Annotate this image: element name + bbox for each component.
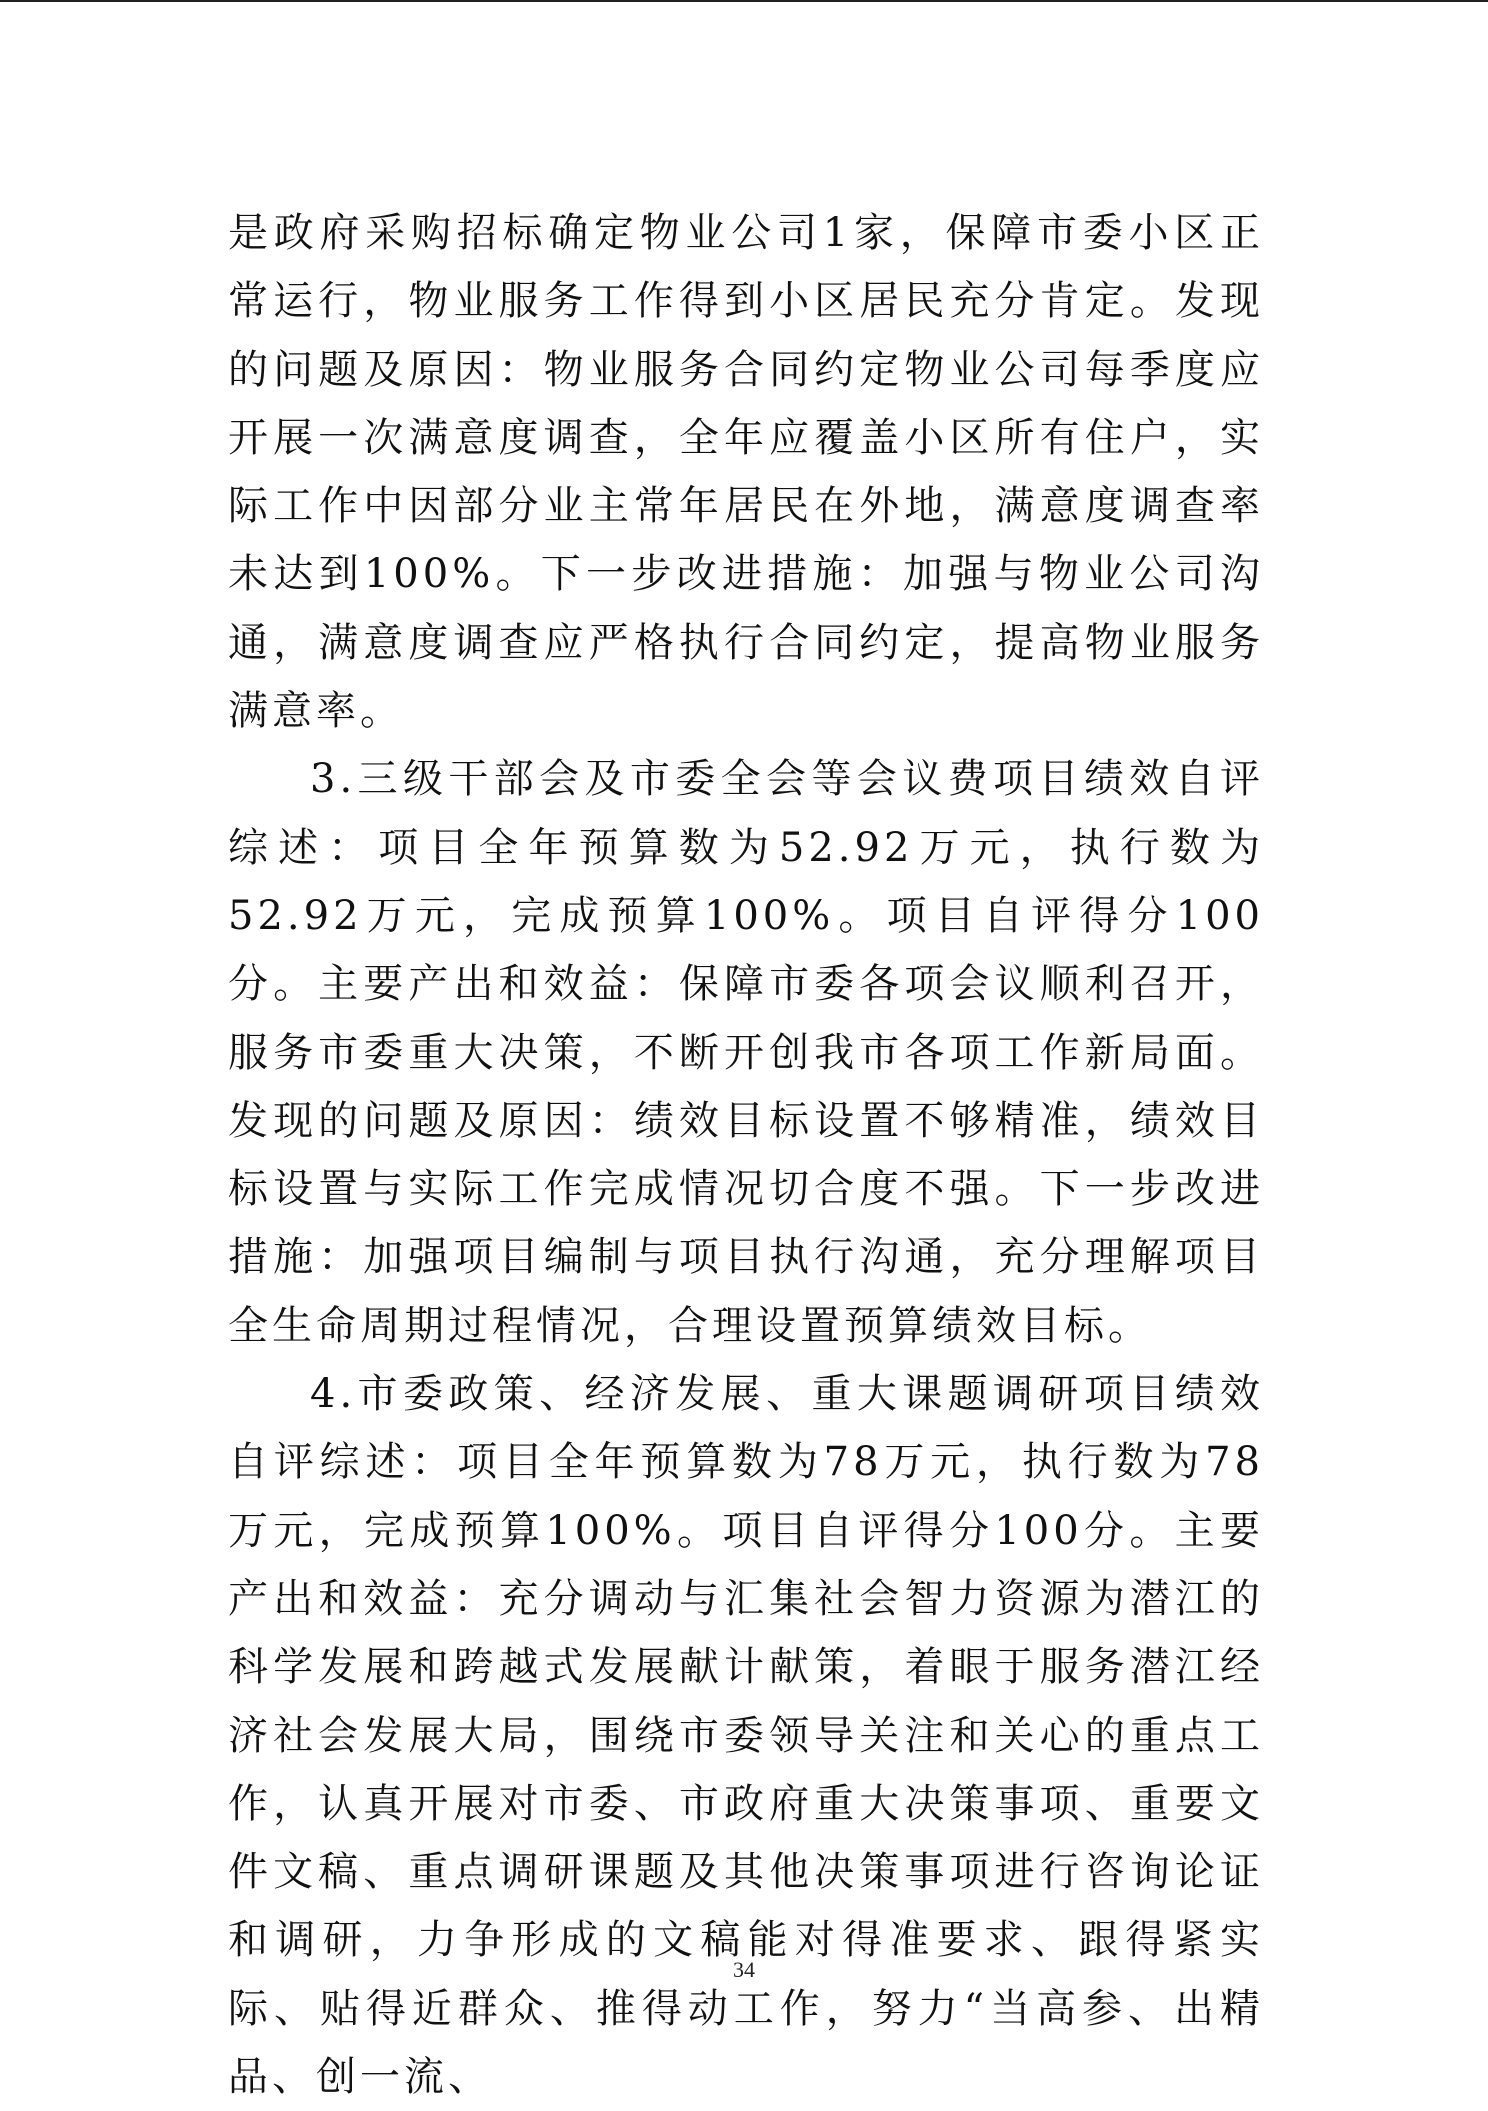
paragraph-research-project: 4.市委政策、经济发展、重大课题调研项目绩效自评综述：项目全年预算数为78万元，执行数为78万元，完成预算100%。项目自评得分100分。主要产出和效益：充分调动与汇集社会智力资源为潜江的科学发展和跨越式发展献计献策，着眼于服务潜江经济社会发展大局，围绕市委领导关注和关心的重点工作，认真开展对市委、市政府重大决策事项、重要文件文稿、重点调研课题及其他决策事项进行咨询论证和调研，力争形成的文稿能对得准要求、跟得紧实际、贴得近群众、推得动工作，努力“当高参、出精品、创一流、 xyxy=(228,1371,1264,2101)
document-body xyxy=(228,199,1264,2111)
paragraph-property-service: 是政府采购招标确定物业公司1家，保障市委小区正常运行，物业服务工作得到小区居民充分肯定。发现的问题及原因：物业服务合同约定物业公司每季度应开展一次满意度调查，全年应覆盖小区所有住户，实际工作中因部分业主常年居民在外地，满意度调查率未达到100%。下一步改进措施：加强与物业公司沟通，满意度调查应严格执行合同约定，提高物业服务满意率。 xyxy=(228,210,1264,735)
paragraph-meeting-fee-project: 3.三级干部会及市委全会等会议费项目绩效自评综述：项目全年预算数为52.92万元，执行数为52.92万元，完成预算100%。项目自评得分100分。主要产出和效益：保障市委各项会议顺利召开，服务市委重大决策，不断开创我市各项工作新局面。发现的问题及原因：绩效目标设置不够精准，绩效目标设置与实际工作完成情况切合度不强。下一步改进措施：加强项目编制与项目执行沟通，充分理解项目全生命周期过程情况，合理设置预算绩效目标。 xyxy=(228,756,1264,1349)
page-number: 34 xyxy=(733,1957,755,1982)
